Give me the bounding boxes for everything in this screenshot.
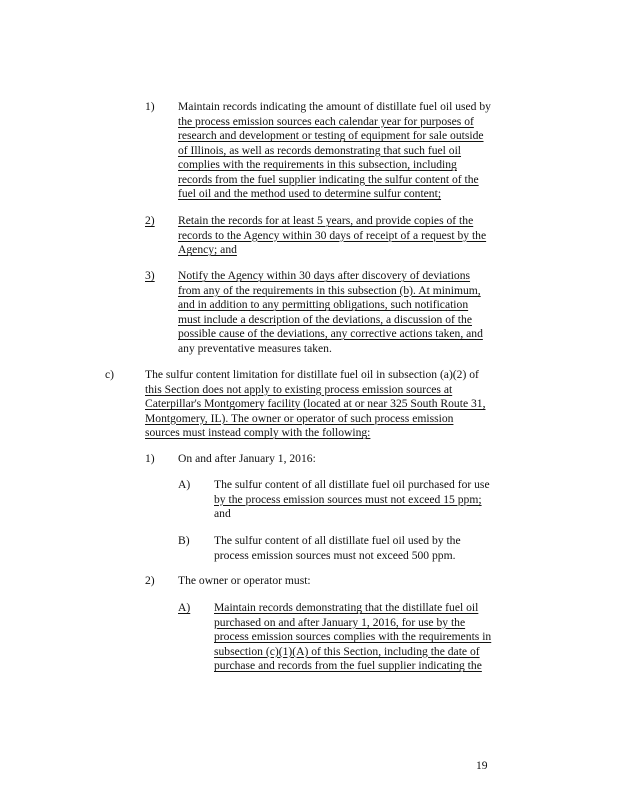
item-text-line: research and development or testing of equipment for sale outside <box>178 129 484 142</box>
item-label: 3) <box>145 269 155 282</box>
item-text-line: records to the Agency within 30 days of receipt of a request by the <box>178 228 487 242</box>
subitem-label: B) <box>178 534 190 547</box>
item-text-line: The owner or operator must: <box>178 574 311 587</box>
item-label: 2) <box>145 214 155 227</box>
subitem-label: A) <box>178 601 191 614</box>
item-text-line: from any of the requirements in this subsection (b). At minimum, <box>178 283 481 297</box>
subitem-text-line: purchase and records from the fuel supplier indicating the <box>214 659 482 672</box>
item-text-line: any preventative measures taken. <box>178 341 332 355</box>
subsection-label: c) <box>105 368 115 381</box>
subitem-label: A) <box>178 478 191 491</box>
item-label: 1) <box>145 100 155 113</box>
subitem-text-line: process emission sources must not exceed 500 ppm. <box>214 548 456 562</box>
subitem-text-line: The sulfur content of all distillate fuel oil used by the <box>214 534 461 547</box>
item-text-line: records from the fuel supplier indicating the sulfur content of the <box>178 172 479 186</box>
subsection-text-line: this Section does not apply to existing process emission sources at <box>145 382 453 396</box>
subsection-text-line: Montgomery, IL). The owner or operator of such process emission <box>145 411 454 425</box>
item-text-line: Notify the Agency within 30 days after discovery of deviations <box>178 269 471 282</box>
subitem-text-line: purchased on and after January 1, 2016, for use by the <box>214 615 466 629</box>
item-text-line: and in addition to any permitting obligations, such notification <box>178 298 469 311</box>
subsection-text-line: Caterpillar's Montgomery facility (located at or near 325 South Route 31, <box>145 397 486 410</box>
item-text-line: On and after January 1, 2016: <box>178 452 316 465</box>
subsection-text-line: The sulfur content limitation for distillate fuel oil in subsection (a)(2) of <box>145 368 479 381</box>
subitem-text-line: Maintain records demonstrating that the distillate fuel oil <box>214 601 479 614</box>
subitem-text-line: by the process emission sources must not exceed 15 ppm; <box>214 492 482 506</box>
item-label: 2) <box>145 574 155 587</box>
item-text-line: Agency; and <box>178 243 237 256</box>
item-text-line: must include a description of the deviations, a discussion of the <box>178 312 472 326</box>
item-text-line: fuel oil and the method used to determine sulfur content; <box>178 187 442 200</box>
subitem-text-line: subsection (c)(1)(A) of this Section, including the date of <box>214 644 480 658</box>
item-text-line: of Illinois, as well as records demonstrating that such fuel oil <box>178 143 462 157</box>
item-text-line: the process emission sources each calendar year for purposes of <box>178 114 474 128</box>
subitem-text-line: The sulfur content of all distillate fuel oil purchased for use <box>214 478 490 491</box>
subitem-text-line: and <box>214 507 231 520</box>
item-text-line: Maintain records indicating the amount of distillate fuel oil used by <box>178 100 491 113</box>
page-number: 19 <box>476 759 488 772</box>
item-text-line: complies with the requirements in this subsection, including <box>178 158 457 171</box>
subitem-text-line: process emission sources complies with the requirements in <box>214 630 492 643</box>
item-label: 1) <box>145 452 155 465</box>
item-text-line: Retain the records for at least 5 years, and provide copies of the <box>178 214 474 227</box>
item-text-line: possible cause of the deviations, any corrective actions taken, and <box>178 327 483 340</box>
subsection-text-line: sources must instead comply with the following: <box>145 426 371 439</box>
